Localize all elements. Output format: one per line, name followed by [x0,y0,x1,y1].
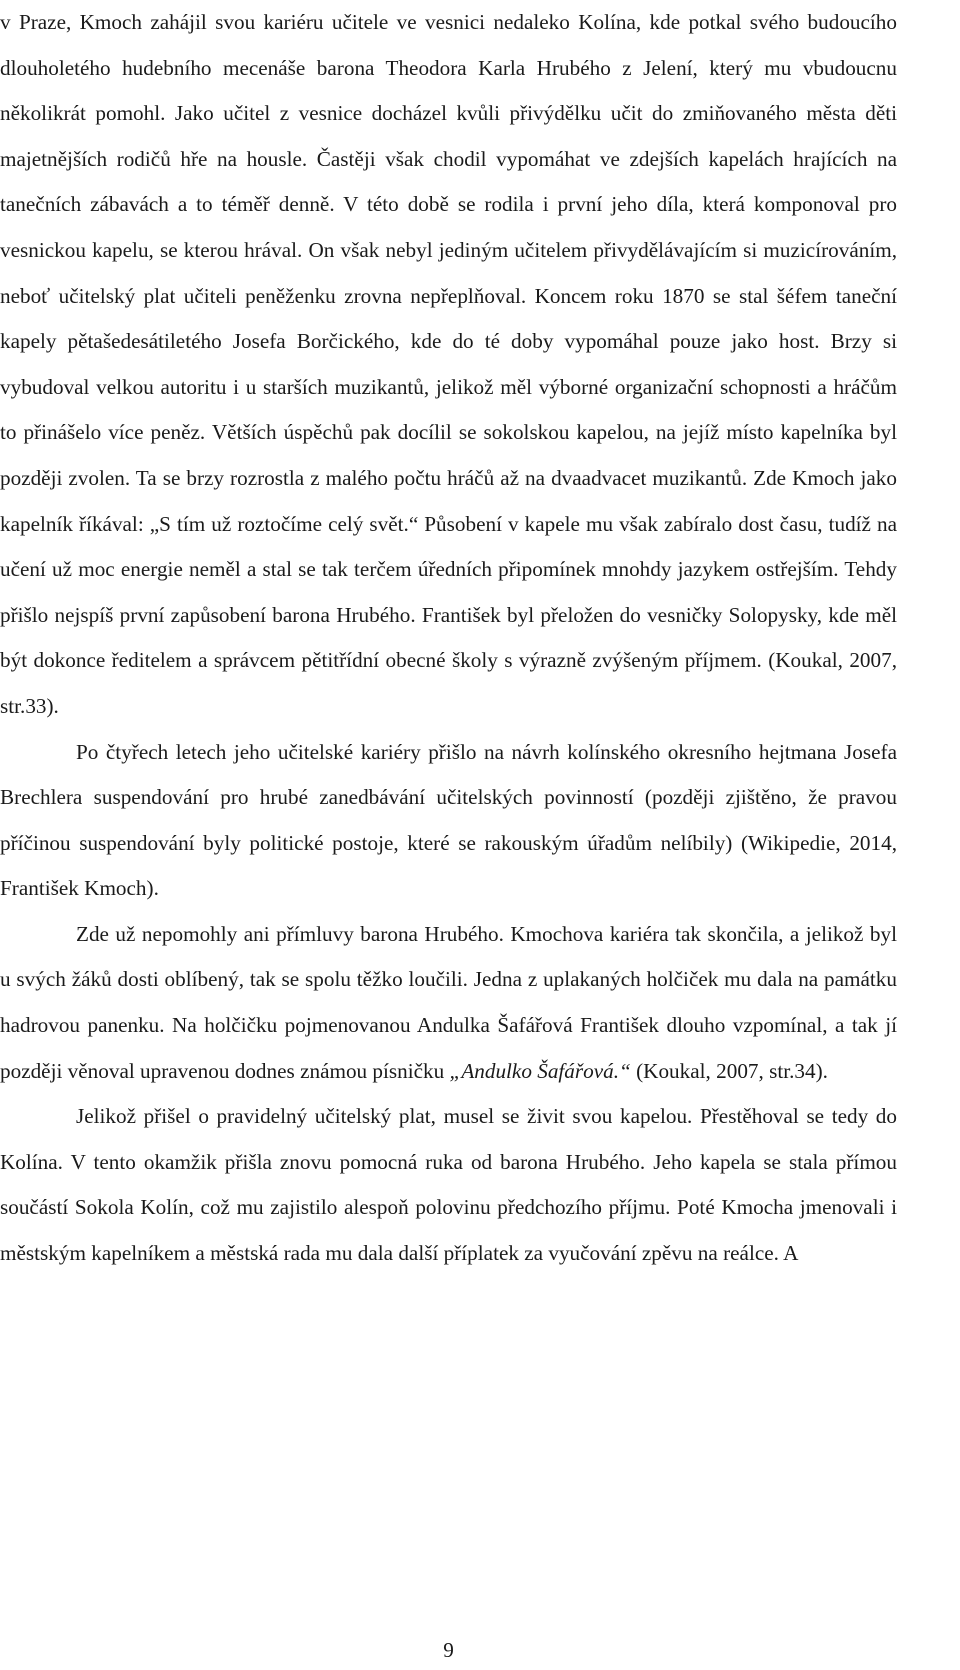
paragraph-2: Po čtyřech letech jeho učitelské kariéry přišlo na návrh kolínského okresního hejtmana Josefa Brechlera suspendování pro hrubé zanedbávání učitelských povinností (později zjištěno, že pravou příčinou suspendování byly politické postoje, které se rakouským úřadům nelíbily) (Wikipedie, 2014, František Kmoch). [0,739,897,901]
page-number: 9 [443,1638,454,1662]
paragraph-3-text-before: Zde už nepomohly ani přímluvy barona Hrubého. Kmochova kariéra tak skončila, a jelikož byl u svých žáků dosti oblíbený, tak se spolu těžko loučili. Jedna z uplakaných holčiček mu dala na památku hadrovou panenku. Na holčičku pojmenovanou Andulka Šafářová František dlouho vzpomínal, a tak jí později věnoval upravenou dodnes známou písničku [0,921,897,1083]
song-title-italic: „Andulko Šafářová.“ [449,1058,631,1083]
paragraph-3 [0,912,897,1094]
paragraph-1: v Praze, Kmoch zahájil svou kariéru učitele ve vesnici nedaleko Kolína, kde potkal svého budoucího dlouholetého hudebního mecenáše barona Theodora Karla Hrubého z Jelení, který mu vbudoucnu několikrát pomohl. Jako učitel z vesnice docházel kvůli přivýdělku učit do zmiňovaného města děti majetnějších rodičů hře na housle. Častěji však chodil vypomáhat ve zdejších kapelách hrajících na tanečních zábavách a to téměř denně. V této době se rodila i první jeho díla, která komponoval pro vesnickou kapelu, se kterou hrával. On však nebyl jediným učitelem přivydělávajícím si muzicírováním, neboť učitelský plat učiteli peněženku zrovna nepřeplňoval. Koncem roku 1870 se stal šéfem taneční kapely pětašedesátiletého Josefa Borčického, kde do té doby vypomáhal pouze jako host. Brzy si vybudoval velkou autoritu i u starších muzikantů, jelikož měl výborné organizační schopnosti a hráčům to přinášelo více peněz. Větších úspěchů pak docílil se sokolskou kapelou, na jejíž místo kapelníka byl později zvolen. Ta se brzy rozrostla z malého počtu hráčů až na dvaadvacet muzikantů. Zde Kmoch jako kapelník říkával: „S tím už roztočíme celý svět.“ Působení v kapele mu však zabíralo dost času, tudíž na učení už moc energie neměl a stal se tak terčem úředních připomínek mnohdy jazykem ostřejším. Tehdy přišlo nejspíš první zapůsobení barona Hrubého. František byl přeložen do vesničky Solopysky, kde měl být dokonce ředitelem a správcem pětitřídní obecné školy s výrazně zvýšeným příjmem. (Koukal, 2007, str.33). [0,10,897,718]
paragraph-3-text-after: (Koukal, 2007, str.34). [630,1058,828,1083]
paragraph-4: Jelikož přišel o pravidelný učitelský plat, musel se živit svou kapelou. Přestěhoval se tedy do Kolína. V tento okamžik přišla znovu pomocná ruka od barona Hrubého. Jeho kapela se stala přímou součástí Sokola Kolín, což mu zajistilo alespoň polovinu předchozího příjmu. Poté Kmocha jmenovali i městským kapelníkem a městská rada mu dala další příplatek za vyučování zpěvu na reálce. A [0,1104,897,1266]
